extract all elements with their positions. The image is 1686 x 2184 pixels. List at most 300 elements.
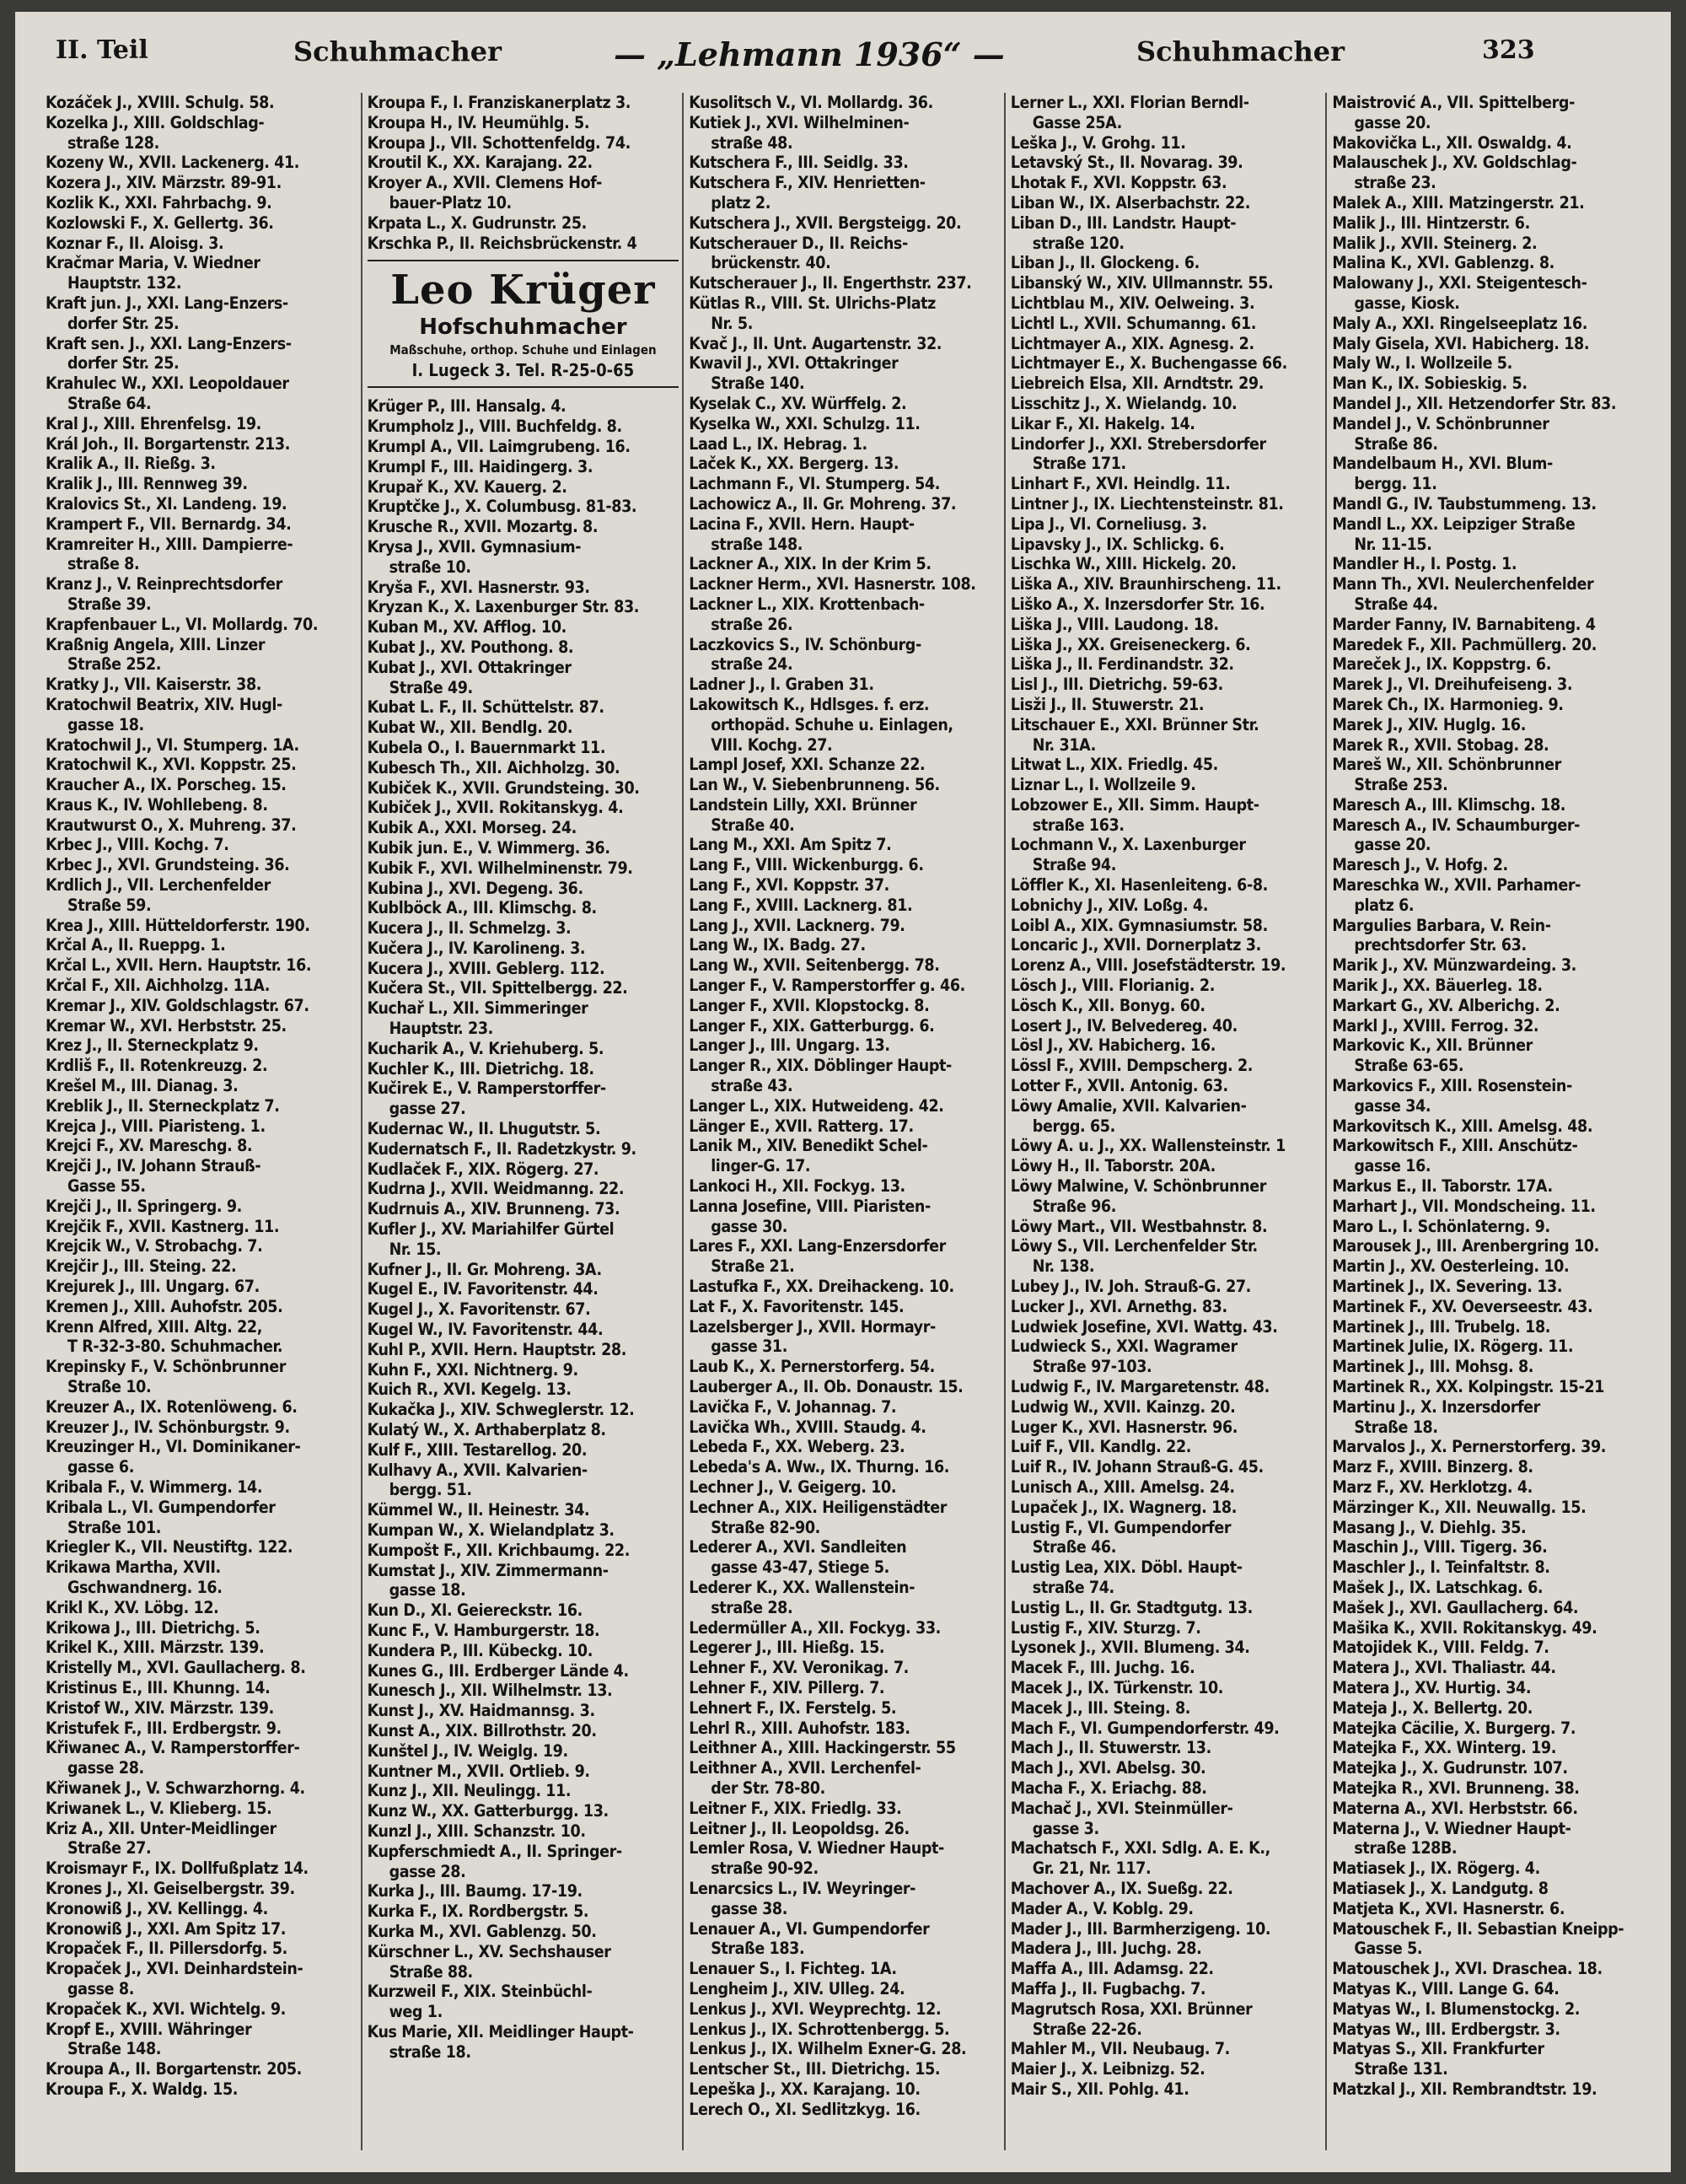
listing-entry: Langer F., XVII. Klopstockg. 8. [689, 995, 930, 1015]
listing-entry: Lang M., XXI. Am Spitz 7. [689, 835, 892, 855]
listing-entry: Lenkus J., IX. Schrottenbergg. 5. [689, 2019, 950, 2039]
listing-entry: Löwy Mart., VII. Westbahnstr. 8. [1010, 1216, 1268, 1236]
listing-entry-continuation: Straße 101. [67, 1517, 162, 1537]
page-header [40, 35, 1642, 86]
listing-entry: Marek Ch., IX. Harmonieg. 9. [1332, 694, 1564, 714]
listing-entry: Löwy S., VII. Lerchenfelder Str. [1010, 1236, 1258, 1256]
listing-entry: Krejcik W., V. Strobachg. 7. [46, 1236, 263, 1256]
listing-entry: Madera J., III. Juchg. 28. [1010, 1939, 1202, 1959]
listing-entry: Mareš W., XII. Schönbrunner [1332, 755, 1561, 775]
listing-entry: Mach F., VI. Gumpendorferstr. 49. [1010, 1718, 1280, 1738]
listing-entry-continuation: gasse 43-47, Stiege 5. [711, 1557, 889, 1578]
listing-entry: Liška J., XX. Greiseneckerg. 6. [1010, 634, 1251, 654]
listing-entry: Kryzan K., X. Laxenburger Str. 83. [367, 597, 640, 617]
listing-entry: Kriegler K., VII. Neustiftg. 122. [46, 1537, 293, 1557]
listing-entry: Kučera J., IV. Karolineng. 3. [367, 938, 586, 958]
listing-entry: Krumpl A., VII. Laimgrubeng. 16. [367, 436, 631, 456]
listing-entry: Kreblik J., II. Sterneckplatz 7. [46, 1095, 280, 1116]
listing-entry: Kurka F., IX. Rordbergstr. 5. [367, 1902, 589, 1922]
listing-entry: Krikawa Martha, XVII. [46, 1557, 221, 1578]
listing-entry: Kranz J., V. Reinprechtsdorfer [46, 574, 282, 594]
listing-entry: Krejči J., II. Springerg. 9. [46, 1196, 242, 1216]
listing-entry: Lat F., X. Favoritenstr. 145. [689, 1296, 905, 1316]
listing-entry-continuation: Straße 10. [67, 1377, 152, 1396]
listing-entry: Liban W., IX. Alserbachstr. 22. [1010, 192, 1251, 212]
listing-entry: Martinek F., XV. Oeverseestr. 43. [1332, 1296, 1593, 1316]
listing-entry: Macek F., III. Juchg. 16. [1010, 1658, 1195, 1678]
listing-entry: Matejka J., X. Gudrunstr. 107. [1332, 1758, 1568, 1778]
listing-entry: Marder Fanny, IV. Barnabiteng. 4 [1332, 614, 1596, 634]
listing-entry: Kozelka J., XIII. Goldschlag- [46, 112, 265, 132]
listing-entry: Margulies Barbara, V. Rein- [1332, 915, 1551, 935]
listing-column-4 [1011, 93, 1328, 2150]
listing-entry: Kubesch Th., XII. Aichholzg. 30. [367, 757, 620, 777]
listing-entry: Kunesch J., XII. Wilhelmstr. 13. [367, 1681, 613, 1701]
listing-entry-continuation: gasse 16. [1354, 1156, 1431, 1176]
listing-entry: Maschin J., VIII. Tigerg. 36. [1332, 1537, 1548, 1557]
listing-entry-continuation: der Str. 78-80. [711, 1778, 825, 1798]
listing-entry: Mateja J., X. Bellertg. 20. [1332, 1697, 1533, 1718]
listing-entry: Lang J., XVII. Lacknerg. 79. [689, 915, 905, 935]
listing-entry: Marik J., XV. Münzwardeing. 3. [1332, 955, 1576, 976]
listing-entry: Marvalos J., X. Pernerstorferg. 39. [1332, 1437, 1607, 1457]
listing-entry: Mašek J., XVI. Gaullacherg. 64. [1332, 1597, 1579, 1617]
listing-entry: Loncaric J., XVII. Dornerplatz 3. [1010, 935, 1261, 955]
listing-entry: Kremar J., XIV. Goldschlagstr. 67. [46, 995, 309, 1015]
listing-entry: Matiasek J., IX. Rögerg. 4. [1332, 1859, 1540, 1879]
listing-entry: Lauberger A., II. Ob. Donaustr. 15. [689, 1377, 964, 1396]
listing-entry: Lackner Herm., XVI. Hasnerstr. 108. [689, 574, 976, 594]
listing-entry-continuation: straße 23. [1354, 173, 1436, 193]
listing-entry: Mader A., V. Koblg. 29. [1010, 1898, 1194, 1918]
listing-entry: Kralovics St., XI. Landeng. 19. [46, 493, 287, 514]
listing-entry: Kubat W., XII. Bendlg. 20. [367, 718, 573, 738]
listing-entry: Kroupa J., VII. Schottenfeldg. 74. [367, 132, 631, 153]
listing-entry: Kozeny W., XVII. Lackenerg. 41. [46, 153, 300, 173]
listing-entry: Lebeda's A. Ww., IX. Thurng. 16. [689, 1457, 950, 1477]
listing-entry: Ludwig W., XVII. Kainzg. 20. [1010, 1396, 1236, 1417]
listing-entry: Kratky J., VII. Kaiserstr. 38. [46, 675, 262, 695]
listing-entry: Lisži J., II. Stuwerstr. 21. [1010, 694, 1205, 714]
listing-entry: Luger K., XVI. Hasnerstr. 96. [1010, 1417, 1238, 1437]
listing-entry: Lerner L., XXI. Florian Berndl- [1010, 93, 1249, 112]
listing-entry-continuation: Straße 44. [1354, 594, 1438, 614]
listing-entry: Martinek R., XX. Kolpingstr. 15-21 [1332, 1377, 1604, 1396]
listing-entry: Lustig Lea, XIX. Döbl. Haupt- [1010, 1557, 1243, 1578]
listing-entry: Krčal L., XVII. Hern. Hauptstr. 16. [46, 955, 312, 976]
listing-entry: Lavička Wh., XVIII. Staudg. 4. [689, 1417, 926, 1437]
listing-entry: Lepeška J., XX. Karajang. 10. [689, 2079, 921, 2099]
listing-entry-continuation: gasse 31. [711, 1337, 787, 1357]
listing-entry: Kurzweil F., XIX. Steinbüchl- [367, 1982, 593, 2002]
listing-entry: Lösl J., XV. Habicherg. 16. [1010, 1036, 1216, 1056]
listing-entry: Martinek J., III. Trubelg. 18. [1332, 1316, 1551, 1337]
listing-entry: Maresch J., V. Hofg. 2. [1332, 855, 1508, 875]
listing-entry-continuation: Straße 63-65. [1354, 1056, 1464, 1076]
listing-entry: Kučirek E., V. Ramperstorffer- [367, 1079, 606, 1099]
listing-entry: Langer R., XIX. Döblinger Haupt- [689, 1056, 952, 1076]
listing-entry: Kumstat J., XIV. Zimmermann- [367, 1560, 609, 1580]
listing-entry: Krautwurst O., X. Muhreng. 37. [46, 815, 297, 835]
listing-entry: Lang W., IX. Badg. 27. [689, 935, 866, 955]
listing-entry-continuation: Straße 64. [67, 393, 152, 413]
listing-entry-continuation: gasse 20. [1354, 835, 1431, 855]
listing-entry: Markovics F., XIII. Rosenstein- [1332, 1076, 1572, 1096]
listing-entry: Lacina F., XVII. Hern. Haupt- [689, 514, 915, 534]
listing-entry: Lenarcsics L., IV. Weyringer- [689, 1878, 915, 1898]
listing-entry: Krumpholz J., VIII. Buchfeldg. 8. [367, 417, 622, 437]
listing-entry-continuation: straße 74. [1032, 1577, 1114, 1597]
listing-entry: Lunisch A., XIII. Amelsg. 24. [1010, 1477, 1235, 1497]
listing-entry: Kutschera F., XIV. Henrietten- [689, 173, 926, 193]
listing-entry: Maly Gisela, XVI. Habicherg. 18. [1332, 333, 1590, 353]
listing-entry: Krusche R., XVII. Mozartg. 8. [367, 517, 599, 537]
listing-entry-continuation: Hauptstr. 132. [67, 273, 182, 293]
listing-entry-continuation: gasse 8. [67, 1978, 134, 1998]
listing-entry: Libanský W., XIV. Ullmannstr. 55. [1010, 273, 1274, 293]
listing-entry: Kristelly M., XVI. Gaullacherg. 8. [46, 1658, 306, 1678]
listing-entry: Kugel J., X. Favoritenstr. 67. [367, 1299, 591, 1320]
listing-entry-continuation: gasse 30. [711, 1216, 787, 1236]
listing-entry: Kruptčke J., X. Columbusg. 81-83. [367, 497, 637, 517]
listing-entry-continuation: Straße 88. [389, 1961, 473, 1982]
listing-entry: Märzinger K., XII. Neuwallg. 15. [1332, 1497, 1587, 1517]
listing-entry: Lisschitz J., X. Wielandg. 10. [1010, 393, 1238, 413]
listing-entry: Mair S., XII. Pohlg. 41. [1010, 2079, 1189, 2099]
listing-entry: Mach J., XVI. Abelsg. 30. [1010, 1758, 1206, 1778]
listing-entry: Kutschera F., III. Seidlg. 33. [689, 153, 909, 173]
listing-entry-continuation: gasse 20. [1354, 112, 1431, 132]
listing-entry-continuation: dorfer Str. 25. [67, 353, 180, 374]
listing-entry: Maresch A., IV. Schaumburger- [1332, 815, 1581, 835]
part-label: II. Teil [56, 35, 148, 65]
listing-entry: Magrutsch Rosa, XXI. Brünner [1010, 1998, 1253, 2019]
running-head-right: Schuhmacher [1136, 35, 1345, 67]
listing-entry-continuation: Straße 82-90. [711, 1517, 820, 1537]
listing-entry: Liban J., II. Glockeng. 6. [1010, 253, 1200, 273]
listing-entry: Kroyer A., XVII. Clemens Hof- [367, 173, 602, 193]
listing-entry: Kucharik A., V. Kriehuberg. 5. [367, 1038, 604, 1058]
listing-entry: Kubat J., XV. Pouthong. 8. [367, 637, 574, 657]
listing-entry: Matera J., XV. Hurtig. 34. [1332, 1677, 1532, 1697]
listing-entry: Kraßnig Angela, XIII. Linzer [46, 634, 266, 654]
listing-entry: Liebreich Elsa, XII. Arndtstr. 29. [1010, 374, 1264, 394]
listing-entry: Ludwieck S., XXI. Wagramer [1010, 1337, 1238, 1357]
listing-entry-continuation: gasse 28. [67, 1758, 144, 1778]
listing-entry: Kronowiß J., XV. Kellingg. 4. [46, 1898, 268, 1918]
listing-entry: Lackner A., XIX. In der Krim 5. [689, 554, 932, 574]
listing-entry: Lipavsky J., IX. Schlickg. 6. [1010, 534, 1225, 554]
listing-entry: Kucera J., II. Schmelzg. 3. [367, 918, 572, 939]
listing-entry: Langer L., XIX. Hutweideng. 42. [689, 1095, 944, 1116]
listing-entry-continuation: orthopäd. Schuhe u. Einlagen, [711, 714, 953, 734]
listing-column-5 [1332, 93, 1647, 2150]
listing-entry: Matyas W., III. Erdbergstr. 3. [1332, 2019, 1560, 2039]
listing-entry: Kugel W., IV. Favoritenstr. 44. [367, 1320, 604, 1340]
listing-entry: Kramreiter H., XIII. Dampierre- [46, 534, 293, 554]
listing-entry: Matouschek J., XVI. Draschea. 18. [1332, 1959, 1603, 1979]
listing-entry: Krejči J., IV. Johann Strauß- [46, 1156, 261, 1176]
listing-entry-continuation: straße 8. [67, 554, 140, 574]
listing-entry: Malik J., III. Hintzerstr. 6. [1332, 212, 1530, 233]
listing-entry: Kroupa A., II. Borgartenstr. 205. [46, 2059, 302, 2079]
listing-entry: Kozlik K., XXI. Fahrbachg. 9. [46, 192, 272, 212]
listing-entry: Langer F., XIX. Gatterburgg. 6. [689, 1015, 935, 1036]
listing-entry: Krea J., XIII. Hütteldorferstr. 190. [46, 915, 310, 935]
listing-entry: Kunzl J., XIII. Schanzstr. 10. [367, 1821, 586, 1841]
listing-entry: Löwy A. u. J., XX. Wallensteinstr. 1 [1010, 1136, 1286, 1156]
listing-entry: Luif R., IV. Johann Strauß-G. 45. [1010, 1457, 1264, 1477]
listing-entry: Kropaček K., XVI. Wichtelg. 9. [46, 1998, 286, 2019]
listing-entry: Lachmann F., VI. Stumperg. 54. [689, 474, 941, 494]
listing-entry: Krschka P., II. Reichsbrückenstr. 4 [367, 233, 637, 253]
listing-entry: Malek A., XIII. Matzingerstr. 21. [1332, 192, 1585, 212]
listing-entry: Mareček J., IX. Koppstrg. 6. [1332, 654, 1551, 675]
listing-entry: Likar F., XI. Hakelg. 14. [1010, 413, 1195, 433]
listing-entry: Machač J., XVI. Steinmüller- [1010, 1798, 1233, 1818]
listing-entry: Ladner J., I. Graben 31. [689, 675, 874, 695]
listing-entry: Krysa J., XVII. Gymnasium- [367, 536, 582, 557]
listing-entry-continuation: Straße 27. [67, 1838, 152, 1859]
listing-entry-continuation: gasse 3. [1032, 1818, 1099, 1838]
listing-entry-continuation: Straße 96. [1032, 1196, 1116, 1216]
listing-entry: Liznar L., I. Wollzeile 9. [1010, 775, 1196, 795]
listing-entry: Lubey J., IV. Joh. Strauß-G. 27. [1010, 1277, 1251, 1297]
listing-entry: Lentscher St., III. Dietrichg. 15. [689, 2059, 941, 2079]
listing-entry-continuation: gasse 27. [389, 1099, 466, 1119]
listing-entry-continuation: bergg. 51. [389, 1480, 472, 1500]
listing-entry: Kronowiß J., XXI. Am Spitz 17. [46, 1918, 287, 1939]
listing-entry: Krčal A., II. Rueppg. 1. [46, 935, 226, 955]
listing-entry: Kulf F., XIII. Testarellog. 20. [367, 1439, 588, 1460]
listing-entry-continuation: straße 28. [711, 1597, 793, 1617]
listing-entry: Lenkus J., IX. Wilhelm Exner-G. 28. [689, 2039, 967, 2059]
listing-entry-continuation: Straße 253. [1354, 775, 1448, 795]
listing-entry: Kratochwil J., VI. Stumperg. 1A. [46, 734, 299, 755]
listing-entry-continuation: linger-G. 17. [711, 1156, 811, 1176]
listing-entry: Kurka J., III. Baumg. 17-19. [367, 1881, 583, 1902]
listing-entry: Lachowicz A., II. Gr. Mohreng. 37. [689, 493, 957, 514]
listing-entry: Maier J., X. Leibnizg. 52. [1010, 2059, 1205, 2079]
listing-entry: Kudernac W., II. Lhugutstr. 5. [367, 1119, 601, 1139]
listing-entry: Kümmel W., II. Heinestr. 34. [367, 1500, 590, 1520]
listing-entry: Krampert F., VII. Bernardg. 34. [46, 514, 292, 534]
listing-entry: Lustig F., XIV. Sturzg. 7. [1010, 1617, 1201, 1638]
listing-entry: Kugel E., IV. Favoritenstr. 44. [367, 1279, 599, 1299]
listing-entry: Litschauer E., XXI. Brünner Str. [1010, 714, 1259, 734]
listing-entry: Marousek J., III. Arenbergring 10. [1332, 1236, 1599, 1256]
listing-entry: Kratochwil K., XVI. Koppstr. 25. [46, 755, 297, 775]
listing-entry-continuation: Straße 39. [67, 594, 152, 614]
listing-entry: Kreuzer J., IV. Schönburgstr. 9. [46, 1417, 290, 1437]
listing-entry: Kraft sen. J., XXI. Lang-Enzers- [46, 333, 292, 353]
listing-entry: Lhotak F., XVI. Koppstr. 63. [1010, 173, 1227, 193]
listing-entry: Kus Marie, XII. Meidlinger Haupt- [367, 2021, 634, 2041]
listing-entry-continuation: straße 24. [711, 654, 793, 675]
listing-entry: Kropf E., XVIII. Währinger [46, 2019, 252, 2039]
listing-entry: Matejka F., XX. Winterg. 19. [1332, 1738, 1556, 1758]
listing-entry: Kuich R., XVI. Kegelg. 13. [367, 1380, 572, 1400]
listing-entry: Matjeta K., XVI. Hasnerstr. 6. [1332, 1898, 1565, 1918]
listing-entry: Lenauer A., VI. Gumpendorfer [689, 1918, 930, 1939]
listing-entry: Macha F., X. Eriachg. 88. [1010, 1778, 1207, 1798]
listing-entry: Krupař K., XV. Kauerg. 2. [367, 476, 567, 497]
listing-entry-continuation: straße 18. [389, 2041, 471, 2062]
listing-entry: Marz F., XVIII. Binzerg. 8. [1332, 1457, 1533, 1477]
listing-entry: Krejčik F., XVII. Kastnerg. 11. [46, 1216, 280, 1236]
listing-entry: Kupferschmiedt A., II. Springer- [367, 1841, 622, 1861]
listing-entry: Liška J., II. Ferdinandstr. 32. [1010, 654, 1234, 675]
listing-entry: Krones J., XI. Geiselbergstr. 39. [46, 1878, 295, 1898]
listing-entry: Krejci F., XV. Mareschg. 8. [46, 1136, 253, 1156]
listing-entry-continuation: Nr. 5. [711, 313, 753, 333]
listing-entry: Kucera J., XVIII. Geblerg. 112. [367, 958, 605, 978]
listing-entry: Kribala L., VI. Gumpendorfer [46, 1497, 276, 1517]
listing-entry-continuation: gasse 18. [389, 1580, 466, 1600]
listing-entry: Lochmann V., X. Laxenburger [1010, 835, 1246, 855]
listing-entry: Kürschner L., XV. Sechshauser [367, 1941, 611, 1961]
listing-entry: Kristinus E., III. Khunng. 14. [46, 1677, 271, 1697]
directory-page [15, 12, 1671, 2172]
listing-entry: Krumpl F., III. Haidingerg. 3. [367, 456, 593, 476]
listing-entry: Kundera P., III. Kübeckg. 10. [367, 1640, 593, 1660]
listing-entry: Maffa J., II. Fugbachg. 7. [1010, 1978, 1206, 1998]
listing-entry: Kufler J., XV. Mariahilfer Gürtel [367, 1219, 615, 1240]
listing-entry-continuation: gasse, Kiosk. [1354, 293, 1460, 313]
publication-title: — „Lehmann 1936“ — [614, 35, 1005, 73]
listing-entry: Ludwig F., IV. Margaretenstr. 48. [1010, 1377, 1270, 1396]
listing-entry: Maro L., I. Schönlaterng. 9. [1332, 1216, 1550, 1236]
listing-entry-continuation: weg 1. [389, 2002, 443, 2022]
listing-entry: Kremen J., XIII. Auhofstr. 205. [46, 1296, 283, 1316]
listing-entry-continuation: bergg. 11. [1354, 474, 1437, 494]
listing-entry: Kyselak C., XV. Würffelg. 2. [689, 393, 907, 413]
listing-column-2 [368, 93, 685, 2150]
listing-entry: Lehner F., XV. Veronikag. 7. [689, 1658, 909, 1678]
listing-entry-continuation: Straße 131. [1354, 2059, 1448, 2079]
listing-entry: Kraucher A., IX. Porscheg. 15. [46, 775, 287, 795]
listing-entry: Maly A., XXI. Ringelseeplatz 16. [1332, 313, 1588, 333]
listing-entry: Kutscherauer D., II. Reichs- [689, 233, 908, 253]
listing-entry: Lang F., XVI. Koppstr. 37. [689, 875, 889, 896]
listing-entry: Krejca J., VIII. Piaristeng. 1. [46, 1116, 266, 1136]
listing-entry: Lastufka F., XX. Dreihackeng. 10. [689, 1277, 954, 1297]
listing-entry: Kutschera J., XVII. Bergsteigg. 20. [689, 212, 962, 233]
listing-entry: Lucker J., XVI. Arnethg. 83. [1010, 1296, 1227, 1316]
listing-entry: Leitner J., II. Leopoldsg. 26. [689, 1818, 910, 1838]
listing-entry: Langer F., V. Ramperstorffer g. 46. [689, 976, 965, 996]
listing-entry: Křiwanek J., V. Schwarzhorng. 4. [46, 1778, 305, 1798]
listing-entry-continuation: straße 148. [711, 534, 803, 554]
listing-entry: Lindorfer J., XXI. Strebersdorfer [1010, 433, 1266, 454]
listing-entry: Markus E., II. Taborstr. 17A. [1332, 1176, 1553, 1197]
listing-entry: Lemler Rosa, V. Wiedner Haupt- [689, 1838, 944, 1859]
listing-entry: Marik J., XX. Bäuerleg. 18. [1332, 976, 1543, 996]
listing-entry: Matera J., XVI. Thaliastr. 44. [1332, 1658, 1556, 1678]
listing-entry-continuation: bauer-Platz 10. [389, 192, 512, 212]
listing-entry: Kuhl P., XVII. Hern. Hauptstr. 28. [367, 1339, 626, 1359]
listing-entry: Martin J., XV. Oesterleing. 10. [1332, 1256, 1570, 1277]
listing-entry-continuation: Straße 94. [1032, 855, 1116, 875]
listing-entry-continuation: Nr. 11-15. [1354, 534, 1432, 554]
listing-entry: Krejurek J., III. Ungarg. 67. [46, 1277, 260, 1297]
listing-entry: Länger E., XVII. Ratterg. 17. [689, 1116, 914, 1136]
listing-entry: Kubina J., XVI. Degeng. 36. [367, 878, 583, 898]
listing-entry: Lanna Josefine, VIII. Piaristen- [689, 1196, 931, 1216]
listing-entry: Maistrović A., VII. Spittelberg- [1332, 93, 1575, 112]
listing-entry: Kraft jun. J., XXI. Lang-Enzers- [46, 293, 288, 313]
listing-entry: Löwy Malwine, V. Schönbrunner [1010, 1176, 1266, 1197]
listing-entry-continuation: straße 90-92. [711, 1859, 819, 1879]
listing-entry: Krešel M., III. Dianag. 3. [46, 1076, 239, 1096]
listing-entry: Maffa A., III. Adamsg. 22. [1010, 1959, 1214, 1979]
listing-entry: Lanik M., XIV. Benedikt Schel- [689, 1136, 928, 1156]
listing-entry-continuation: Straße 22-26. [1032, 2019, 1142, 2039]
listing-entry-continuation: Gasse 55. [67, 1176, 146, 1197]
listing-entry: Kryša F., XVI. Hasnerstr. 93. [367, 577, 590, 597]
listing-entry: Laczkovics S., IV. Schönburg- [689, 634, 921, 654]
listing-entry: Kratochwil Beatrix, XIV. Hugl- [46, 694, 282, 714]
listing-entry: Markowitsch F., XIII. Anschütz- [1332, 1136, 1578, 1156]
listing-entry: Kriz A., XII. Unter-Meidlinger [46, 1818, 277, 1838]
listing-entry: Lengheim J., XIV. Ulleg. 24. [689, 1978, 905, 1998]
listing-entry-continuation: Straße 46. [1032, 1537, 1116, 1557]
listing-entry-continuation: Straße 140. [711, 374, 805, 394]
listing-entry: Lichtmayer E., X. Buchengasse 66. [1010, 353, 1287, 374]
listing-entry: Kulatý W., X. Arthaberplatz 8. [367, 1420, 606, 1440]
listing-entry: Marz F., XV. Herklotzg. 4. [1332, 1477, 1533, 1497]
listing-entry-continuation: gasse 38. [711, 1898, 787, 1918]
listing-entry: Kubela O., I. Bauernmarkt 11. [367, 737, 606, 757]
listing-entry: Malina K., XVI. Gablenzg. 8. [1332, 253, 1554, 273]
listing-entry-continuation: straße 10. [389, 557, 471, 577]
listing-entry: Kristof W., XIV. Märzstr. 139. [46, 1697, 274, 1718]
listing-entry: Martinek Julie, IX. Rögerg. 11. [1332, 1337, 1574, 1357]
listing-entry-continuation: Straße 183. [711, 1939, 805, 1959]
listing-entry: Kroutil K., XX. Karajang. 22. [367, 153, 593, 173]
listing-entry: Lysonek J., XVII. Blumeng. 34. [1010, 1638, 1250, 1658]
listing-entry: Krikel K., XIII. Märzstr. 139. [46, 1638, 265, 1658]
listing-entry: Kuban M., XV. Afflog. 10. [367, 617, 566, 637]
listing-entry: Lakowitsch K., Hdlsges. f. erz. [689, 694, 930, 714]
listing-entry-continuation: Straße 252. [67, 654, 162, 675]
listing-entry: Malauschek J., XV. Goldschlag- [1332, 153, 1577, 173]
listing-entry: Kuchler K., III. Dietrichg. 18. [367, 1058, 594, 1079]
listing-entry: Lechner J., V. Geigerg. 10. [689, 1477, 897, 1497]
listing-entry: Kurka M., XVI. Gablenzg. 50. [367, 1921, 597, 1941]
listing-entry: Krepinsky F., V. Schönbrunner [46, 1357, 286, 1377]
listing-entry-continuation: Straße 21. [711, 1256, 795, 1277]
ad-services: Maßschuhe, orthop. Schuhe und Einlagen [389, 342, 657, 358]
listing-entry: Kudrnuis A., XIV. Brunneng. 73. [367, 1199, 620, 1219]
listing-entry: Kriwanek L., V. Klieberg. 15. [46, 1798, 272, 1818]
listing-entry: Kunst A., XIX. Billrothstr. 20. [367, 1720, 597, 1740]
listing-entry: Kralik A., II. Rießg. 3. [46, 454, 216, 474]
listing-entry: Mandl G., IV. Taubstummeng. 13. [1332, 493, 1597, 514]
listing-entry: Maresch A., III. Klimschg. 18. [1332, 794, 1566, 815]
listing-entry-continuation: brückenstr. 40. [711, 253, 831, 273]
listing-entry: Kulhavy A., XVII. Kalvarien- [367, 1460, 588, 1480]
listing-entry: Liban D., III. Landstr. Haupt- [1010, 212, 1237, 233]
listing-entry: Mandel J., V. Schönbrunner [1332, 413, 1549, 433]
listing-columns [46, 93, 1647, 2150]
listing-entry: Kubiček K., XVII. Grundsteing. 30. [367, 777, 640, 798]
listing-entry: Lenkus J., XVI. Weyprechtg. 12. [689, 1998, 942, 2019]
listing-entry: Langer J., III. Ungarg. 13. [689, 1036, 890, 1056]
listing-entry-continuation: Gr. 21, Nr. 117. [1032, 1859, 1152, 1879]
listing-entry-continuation: Straße 59. [67, 895, 152, 915]
listing-entry: Lazelsberger J., XVII. Hormayr- [689, 1316, 936, 1337]
